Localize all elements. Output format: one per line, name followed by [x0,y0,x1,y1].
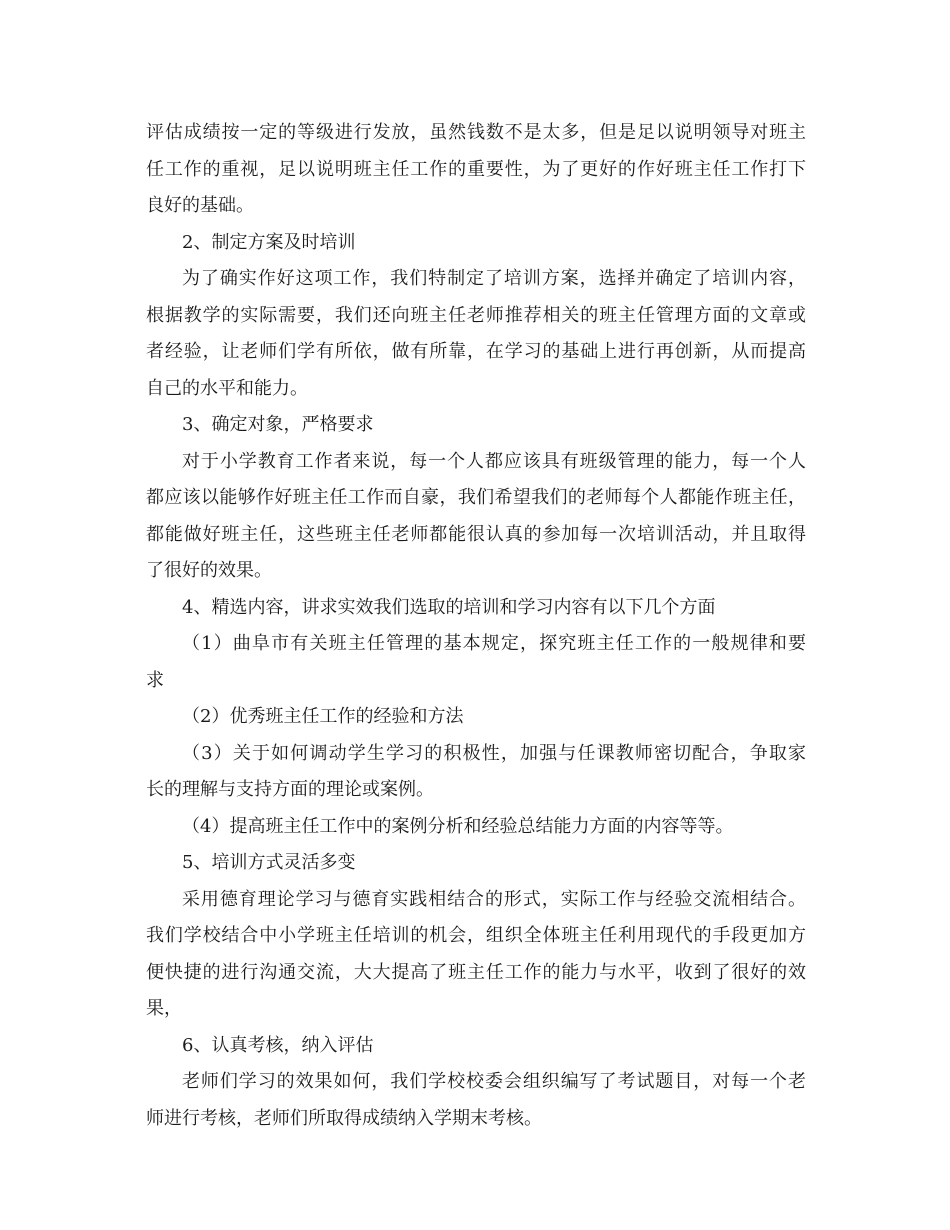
text-line: （4）提高班主任工作中的案例分析和经验总结能力方面的内容等等。 [182,815,734,837]
text-line: 4、精选内容，讲求实效我们选取的培训和学习内容有以下几个方面 [182,596,716,618]
text-line: 任工作的重视，足以说明班主任工作的重要性，为了更好的作好班主任工作打下 [146,158,806,180]
text-line: 良好的基础。 [146,195,254,216]
text-line: 评估成绩按一定的等级进行发放，虽然钱数不是太多，但是足以说明领导对班主 [146,122,806,143]
text-line: 自己的水平和能力。 [146,377,308,399]
text-line: 果， [146,998,182,1019]
text-line: 长的理解与支持方面的理论或案例。 [146,779,434,800]
text-line: 3、确定对象，严格要求 [182,414,374,435]
text-line: 便快捷的进行沟通交流，大大提高了班主任工作的能力与水平，收到了很好的效 [146,961,806,983]
text-line: 都应该以能够作好班主任工作而自豪，我们希望我们的老师每个人都能作班主任， [146,487,806,508]
text-line: 都能做好班主任，这些班主任老师都能很认真的参加每一次培训活动，并且取得 [146,523,806,545]
text-line: 采用德育理论学习与德育实践相结合的形式，实际工作与经验交流相结合。 [182,888,806,910]
text-line: 根据教学的实际需要，我们还向班主任老师推荐相关的班主任管理方面的文章或 [146,304,806,326]
text-line: （2）优秀班主任工作的经验和方法 [182,706,464,727]
text-line: 了很好的效果。 [146,560,272,581]
text-line: 6、认真考核，纳入评估 [182,1034,374,1056]
text-line: （1）曲阜市有关班主任管理的基本规定，探究班主任工作的一般规律和要 [182,633,806,654]
text-line: 求 [146,669,164,691]
text-line: 我们学校结合中小学班主任培训的机会，组织全体班主任利用现代的手段更加方 [146,925,806,946]
text-line: 2、制定方案及时培训 [182,231,356,253]
text-line: 师进行考核，老师们所取得成绩纳入学期末考核。 [146,1107,542,1129]
document-body [146,115,806,1137]
text-line: 对于小学教育工作者来说，每一个人都应该具有班级管理的能力，每一个人 [182,450,806,472]
text-line: （3）关于如何调动学生学习的积极性，加强与任课教师密切配合，争取家 [182,742,806,764]
text-line: 为了确实作好这项工作，我们特制定了培训方案，选择并确定了培训内容， [182,268,806,289]
text-line: 5、培训方式灵活多变 [182,852,356,873]
text-line: 者经验，让老师们学有所依，做有所靠，在学习的基础上进行再创新，从而提高 [146,341,806,362]
text-line: 老师们学习的效果如何，我们学校校委会组织编写了考试题目，对每一个老 [182,1071,806,1092]
